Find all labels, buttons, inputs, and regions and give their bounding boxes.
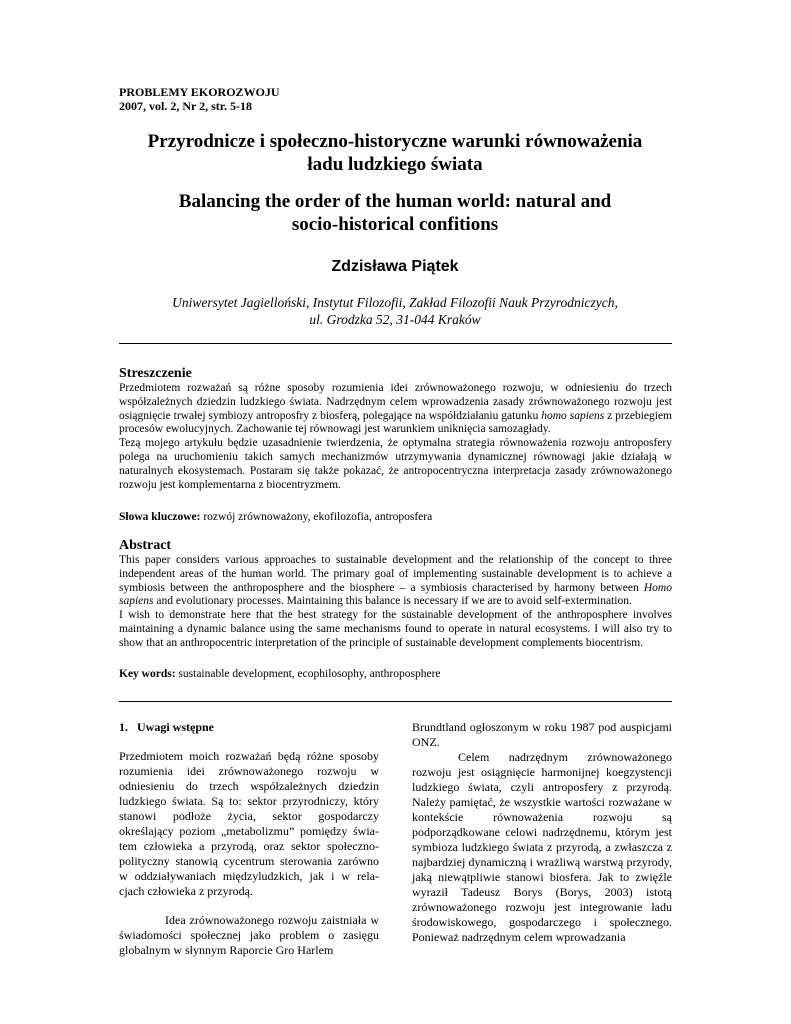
streszczenie-heading: Streszczenie [119,366,192,381]
author-name: Zdzisława Piątek [331,258,459,275]
abstract-body [119,554,672,651]
slowa-kluczowe [119,510,672,524]
streszczenie-paragraph-1 [119,382,672,437]
body-column-left [119,720,379,958]
abstract-heading: Abstract [119,538,172,553]
streszczenie-body [119,382,672,492]
streszczenie-p1-species: homo sapiens [541,409,605,422]
streszczenie-p1-text-a: Przedmiotem rozważań są różne sposoby rozumienia idei zrównoważonego rozwoju, w odniesieniu do trzech współzależnych dziedzin ludzkiego świata. Nadrzędnym celem wprowadzenia zasady zrównoważonego rozwoju jest osiągnięcie trwałej symbiozy antroposfry z biosferą, polegające na współdziałaniu gatunku [119,382,672,422]
divider-bottom [119,701,672,702]
body-left-paragraph-2: Idea zrównoważonego rozwoju zaistniała w świadomości społecznej jako problem o zasięgu globalnym w słynnym Raporcie Gro Harlem [119,913,379,957]
body-right-paragraph-1: Brundtland ogłoszonym w roku 1987 pod auspicjami ONZ. [412,720,672,749]
key-words-text: sustainable development, ecophilosophy, anthroposphere [175,668,441,680]
key-words [119,667,672,681]
divider-top [119,343,672,344]
streszczenie-paragraph-2: Tezą mojego artykułu będzie uzasadnienie twierdzenia, że optymalna strategia równoważenia rozwoju antroposfery polega na uruchomieniu takich samych mechanizmów utrzymywania dynamicznej równowagi jakie działają w naturalnych ekosystemach. Postaram się także pokazać, że antropocentryczna interpretacja zasady zrównoważonego rozwoju jest komplementarna z biocentryzmem. [119,437,672,491]
abstract-p1-text-b: and evolutionary processes. Maintaining this balance is necessary if we are to avoid self-extermination. [153,595,632,608]
title-polish [100,130,690,176]
journal-header [119,85,280,113]
body-left-paragraph-1: Przedmiotem moich rozważań będą różne sposoby rozumienia idei zrównoważonego rozwoju w odniesieniu do trzech współzależnych dziedzin ludzkiego świata. Są to: sektor przyrodniczy, który stanowi podłoże życia, sektor gospodarczy określający poziom „metabolizmu” pomiędzy świa-tem człowieka a przyrodą, oraz sektor społeczno-polityczny stanowią cycentrum sterowania zarówno w oddziaływaniach międzyludzkich, jak i w rela-cjach człowieka z przyrodą. [119,749,379,898]
paragraph-spacer [119,899,379,913]
body-column-right [412,720,672,945]
streszczenie-p1-text-b: z przebiegiem procesów ewolucyjnych. Zachowanie tej równowagi jest warunkiem uniknięcia samozagłady. [119,409,672,436]
title-polish-line-2: ładu ludzkiego świata [307,154,483,175]
key-words-label: Key words: [119,668,176,680]
slowa-kluczowe-text: rozwój zrównoważony, ekofilozofia, antroposfera [200,511,433,523]
abstract-p1-text-a: This paper considers various approaches to sustainable development and the relationship of the concept to three independent areas of the human world. The primary goal of implementing sustainable development is to achieve a symbiosis between the anthroposphere and the biosphere – a symbiosis characterised by harmony between [119,554,672,594]
affiliation-line-2: ul. Grodzka 52, 31-044 Kraków [309,312,481,327]
abstract-p1-species: Homo sapiens [119,581,672,608]
streszczenie-section [119,366,672,492]
section-heading: 1. Uwagi wstępne [119,720,214,734]
affiliation [100,294,690,328]
journal-issue: 2007, vol. 2, Nr 2, str. 5-18 [119,99,252,113]
title-english-line-2: socio-historical confitions [291,214,499,235]
title-polish-line-1: Przyrodnicze i społeczno-historyczne warunki równoważenia [147,131,643,152]
abstract-paragraph-1 [119,554,672,609]
affiliation-line-1: Uniwersytet Jagielloński, Instytut Filozofii, Zakład Filozofii Nauk Przyrodniczych, [172,295,618,310]
title-english [100,190,690,236]
abstract-paragraph-2: I wish to demonstrate here that the best strategy for the sustainable development of the anthroposphere involves maintaining a dynamic balance using the same mechanisms found to operate in natural ecosystems. I will also try to show that an anthropocentric interpretation of the principle of sustainable development complements biocentrism. [119,609,672,649]
slowa-kluczowe-label: Słowa kluczowe: [119,511,201,523]
body-right-paragraph-2: Celem nadrzędnym zrównoważonego rozwoju jest osiągnięcie harmonijnej koegzystencji ludzkiego świata, czyli antroposfery z przyrodą. Należy pamiętać, że wszystkie wartości rozważane w kontekście równoważenia rozwoju są podporządkowane celowi nadrzędnemu, którym jest symbioza ludzkiego świata z przyrodą, a zwłaszcza z najbardziej dynamiczną i wrażliwą warstwą przyrody, jaką niewątpliwie stanowi biosfera. Jak to zwięźle wyraził Tadeusz Borys (Borys, 2003) istotą zrównoważonego rozwoju jest integrowanie ładu środowiskowego, gospodarczego i społecznego. Ponieważ nadrzędnym celem wprowadzania [412,750,672,944]
abstract-section [119,538,672,651]
title-english-line-1: Balancing the order of the human world: natural and [178,191,612,212]
journal-name: PROBLEMY EKOROZWOJU [119,85,280,99]
